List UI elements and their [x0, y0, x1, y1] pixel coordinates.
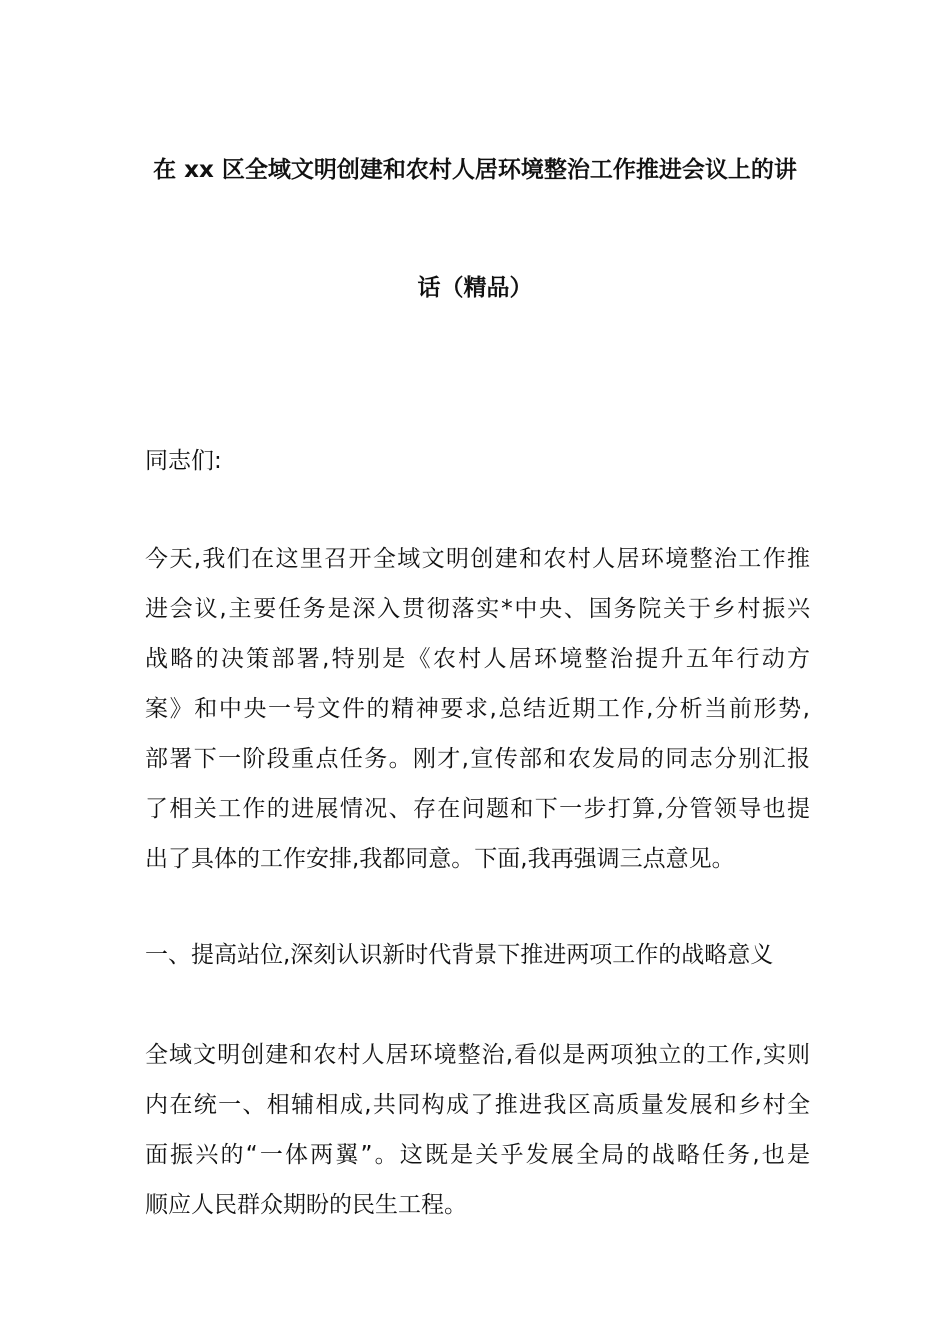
document-title-line-1: 在 xx 区全域文明创建和农村人居环境整治工作推进会议上的讲 [153, 157, 797, 183]
paragraph-line: 案》和中央一号文件的精神要求,总结近期工作,分析当前形势, [145, 696, 810, 722]
paragraph-section1 [145, 1030, 810, 1230]
paragraph-line: 战略的决策部署,特别是《农村人居环境整治提升五年行动方 [145, 646, 810, 672]
paragraph-line: 出了具体的工作安排,我都同意。下面,我再强调三点意见。 [145, 846, 735, 872]
paragraph-line: 今天,我们在这里召开全域文明创建和农村人居环境整治工作推 [145, 546, 810, 572]
document-title-line-2: 话（精品） [417, 275, 533, 301]
section-heading-1 [145, 930, 810, 980]
salutation [145, 436, 810, 486]
paragraph-intro [145, 534, 810, 884]
section-heading-text: 一、提高站位,深刻认识新时代背景下推进两项工作的战略意义 [145, 942, 774, 968]
paragraph-line: 进会议,主要任务是深入贯彻落实*中央、国务院关于乡村振兴 [145, 596, 810, 622]
salutation-text: 同志们: [145, 448, 222, 474]
paragraph-line: 顺应人民群众期盼的民生工程。 [145, 1192, 467, 1218]
paragraph-line: 部署下一阶段重点任务。刚才,宣传部和农发局的同志分别汇报 [145, 746, 810, 772]
paragraph-line: 面振兴的“一体两翼”。这既是关乎发展全局的战略任务,也是 [145, 1142, 810, 1168]
paragraph-line: 全域文明创建和农村人居环境整治,看似是两项独立的工作,实则 [145, 1042, 810, 1068]
paragraph-line: 内在统一、相辅相成,共同构成了推进我区高质量发展和乡村全 [145, 1092, 810, 1118]
paragraph-line: 了相关工作的进展情况、存在问题和下一步打算,分管领导也提 [145, 796, 810, 822]
